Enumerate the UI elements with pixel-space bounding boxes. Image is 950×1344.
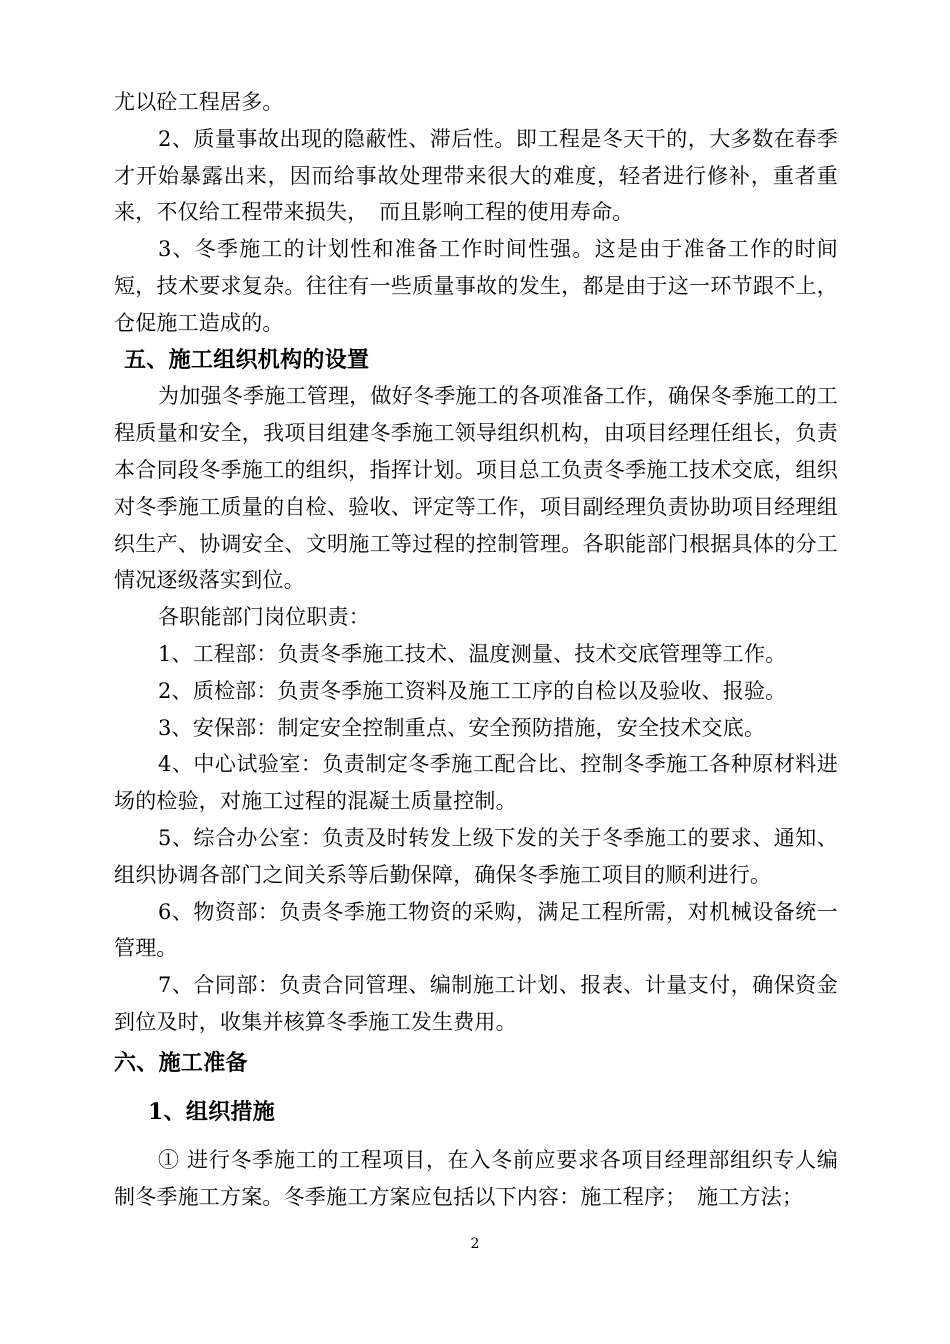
- list-item: 2、质检部：负责冬季施工资料及施工工序的自检以及验收、报验。: [158, 678, 787, 703]
- paragraph: 尤以砼工程居多。: [114, 90, 284, 114]
- paragraph: 3、冬季施工的计划性和准备工作时间性强。这是由于准备工作的时间短，技术要求复杂。往往有一些质量事故的发生，都是由于这一环节跟不上，仓促施工造成的。: [114, 237, 838, 335]
- paragraph: 各职能部门岗位职责：: [158, 605, 370, 630]
- paragraph: 2、质量事故出现的隐蔽性、滞后性。即工程是冬天干的，大多数在春季才开始暴露出来，因而给事故处理带来很大的难度，轻者进行修补，重者重来，不仅给工程带来损失， 而且影响工程的使用寿命。: [114, 126, 838, 225]
- list-item: 1、工程部：负责冬季施工技术、温度测量、技术交底管理等工作。: [158, 641, 787, 666]
- list-item: 5、综合办公室：负责及时转发上级下发的关于冬季施工的要求、通知、组织协调各部门之间关系等后勤保障，确保冬季施工项目的顺利进行。: [114, 825, 838, 887]
- page-number: 2: [470, 1236, 480, 1252]
- section-heading: 六、施工准备: [114, 1049, 248, 1076]
- list-item: 4、中心试验室：负责制定冬季施工配合比、控制冬季施工各种原材料进场的检验，对施工过程的混凝土质量控制。: [114, 752, 838, 814]
- document-body: [114, 84, 838, 1216]
- list-item: 7、合同部：负责合同管理、编制施工计划、报表、计量支付，确保资金到位及时，收集并核算冬季施工发生费用。: [114, 973, 838, 1034]
- section-heading: 五、施工组织机构的设置: [124, 346, 370, 373]
- list-item: 3、安保部：制定安全控制重点、安全预防措施，安全技术交底。: [158, 715, 766, 740]
- paragraph: ① 进行冬季施工的工程项目，在入冬前应要求各项目经理部组织专人编制冬季施工方案。冬季施工方案应包括以下内容：施工程序； 施工方法；: [114, 1148, 838, 1210]
- paragraph: 为加强冬季施工管理，做好冬季施工的各项准备工作，确保冬季施工的工程质量和安全，我项目组建冬季施工领导组织机构，由项目经理任组长，负责本合同段冬季施工的组织，指挥计划。项目总工负责冬季施工技术交底，组织对冬季施工质量的自检、验收、评定等工作，项目副经理负责协助项目经理组织生产、协调安全、文明施工等过程的控制管理。各职能部门根据具体的分工情况逐级落实到位。: [114, 384, 838, 593]
- subsection-heading: 1、组织措施: [148, 1098, 276, 1125]
- list-item: 6、物资部：负责冬季施工物资的采购，满足工程所需，对机械设备统一管理。: [114, 899, 838, 961]
